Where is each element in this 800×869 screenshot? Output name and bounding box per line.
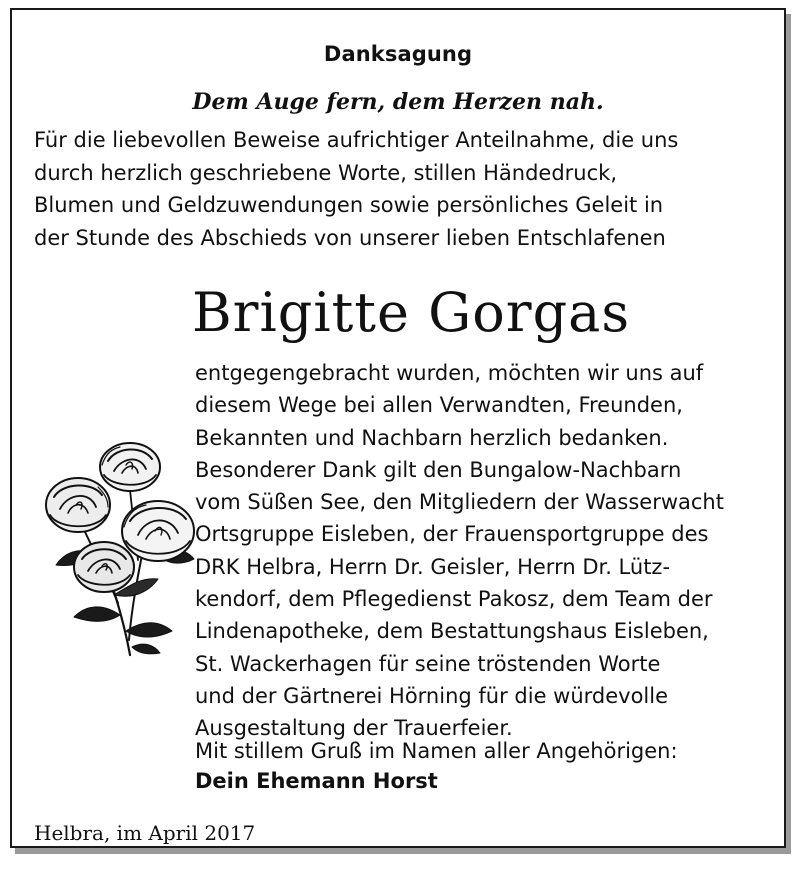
roses-icon [34, 435, 199, 657]
thanks-line: Besonderer Dank gilt den Bungalow-Nachbarn [195, 457, 682, 482]
notice-heading: Danksagung [323, 42, 473, 66]
thanks-line: kendorf, dem Pflegedienst Pakosz, dem Team der [195, 587, 713, 612]
greeting-line: Mit stillem Gruß im Namen aller Angehörigen: [195, 739, 678, 763]
place-date: Helbra, im April 2017 [34, 821, 256, 845]
thanks-line: Lindenapotheke, dem Bestattungshaus Eisleben, [195, 619, 709, 644]
intro-line: durch herzlich geschriebene Worte, stillen Händedruck, [34, 160, 617, 185]
intro-line: Für die liebevollen Beweise aufrichtiger Anteilnahme, die uns [34, 128, 679, 152]
notice-frame [10, 8, 786, 848]
thanks-line: diesem Wege bei allen Verwandten, Freunden, [195, 393, 683, 418]
thanks-line: Ausgestaltung der Trauerfeier. [195, 716, 513, 741]
thanks-line: entgegengebracht wurden, möchten wir uns auf [195, 361, 704, 385]
thanks-line: Ortsgruppe Eisleben, der Frauensportgruppe des [195, 522, 709, 547]
thanks-line: DRK Helbra, Herrn Dr. Geisler, Herrn Dr. Lütz- [195, 554, 671, 579]
thanks-line: Bekannten und Nachbarn herzlich bedanken. [195, 425, 669, 450]
thanks-line: St. Wackerhagen für seine tröstenden Worte [195, 651, 661, 676]
intro-line: der Stunde des Abschieds von unserer lieben Entschlafenen [34, 225, 666, 250]
thanks-line: vom Süßen See, den Mitgliedern der Wasserwacht [195, 490, 724, 515]
intro-paragraph [34, 124, 774, 254]
thanks-line: und der Gärtnerei Hörning für die würdevolle [195, 683, 669, 708]
signature: Dein Ehemann Horst [195, 769, 438, 793]
notice-motto: Dem Auge fern, dem Herzen nah. [192, 89, 604, 115]
intro-line: Blumen und Geldzuwendungen sowie persönliches Geleit in [34, 193, 664, 217]
thanks-paragraph [195, 357, 780, 745]
deceased-name: Brigitte Gorgas [192, 281, 631, 344]
